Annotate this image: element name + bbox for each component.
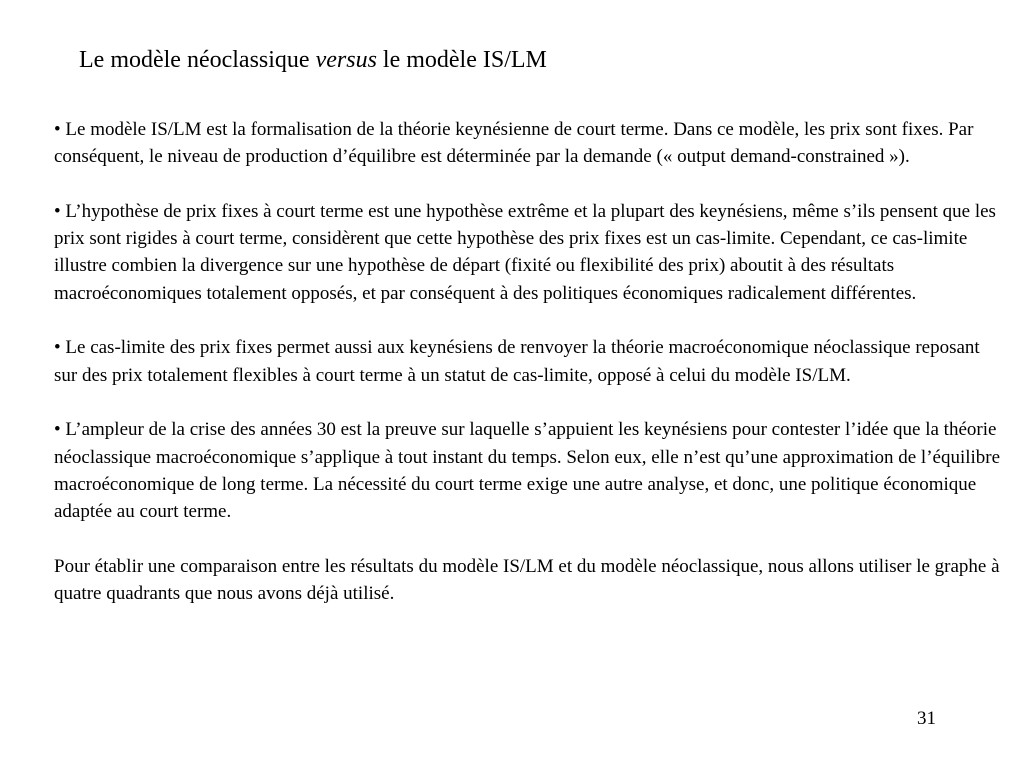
slide-body: [54, 116, 1004, 607]
page-number: 31: [917, 708, 936, 729]
title-text-end: le modèle IS/LM: [376, 47, 547, 73]
title-italic-word: versus: [315, 47, 377, 73]
slide-title: [79, 44, 547, 76]
paragraph-crisis-1930s: • L’ampleur de la crise des années 30 est la preuve sur laquelle s’appuient les keynésiens pour contester l’idée que la théorie néoclassique macroéconomique s’applique à tout instant du temps. Selon eux, elle n’est qu’une approximation de l’équilibre macroéconomique de long terme. La nécessité du court terme exige une autre analyse, et donc, une politique économique adaptée au court terme.: [54, 419, 1001, 523]
paragraph-islm-definition: • Le modèle IS/LM est la formalisation de la théorie keynésienne de court terme. Dans ce modèle, les prix sont fixes. Par conséquent, le niveau de production d’équilibre est déterminée par la demande (« output demand-constrained »).: [54, 119, 974, 168]
title-text-start: Le modèle néoclassique: [79, 47, 316, 73]
paragraph-comparison: Pour établir une comparaison entre les résultats du modèle IS/LM et du modèle néoclassique, nous allons utiliser le graphe à quatre quadrants que nous avons déjà utilisé.: [54, 555, 1000, 605]
paragraph-limit-case: • Le cas-limite des prix fixes permet aussi aux keynésiens de renvoyer la théorie macroéconomique néoclassique reposant sur des prix totalement flexibles à court terme à un statut de cas-limite, opposé à celui du modèle IS/LM.: [54, 337, 980, 386]
paragraph-fixed-prices-hypothesis: • L’hypothèse de prix fixes à court terme est une hypothèse extrême et la plupart des keynésiens, même s’ils pensent que les prix sont rigides à court terme, considèrent que cette hypothèse des prix fixes est un cas-limite. Cependant, ce cas-limite illustre combien la divergence sur une hypothèse de départ (fixité ou flexibilité des prix) aboutit à des résultats macroéconomiques totalement opposés, et par conséquent à des politiques économiques radicalement différentes.: [54, 200, 996, 304]
